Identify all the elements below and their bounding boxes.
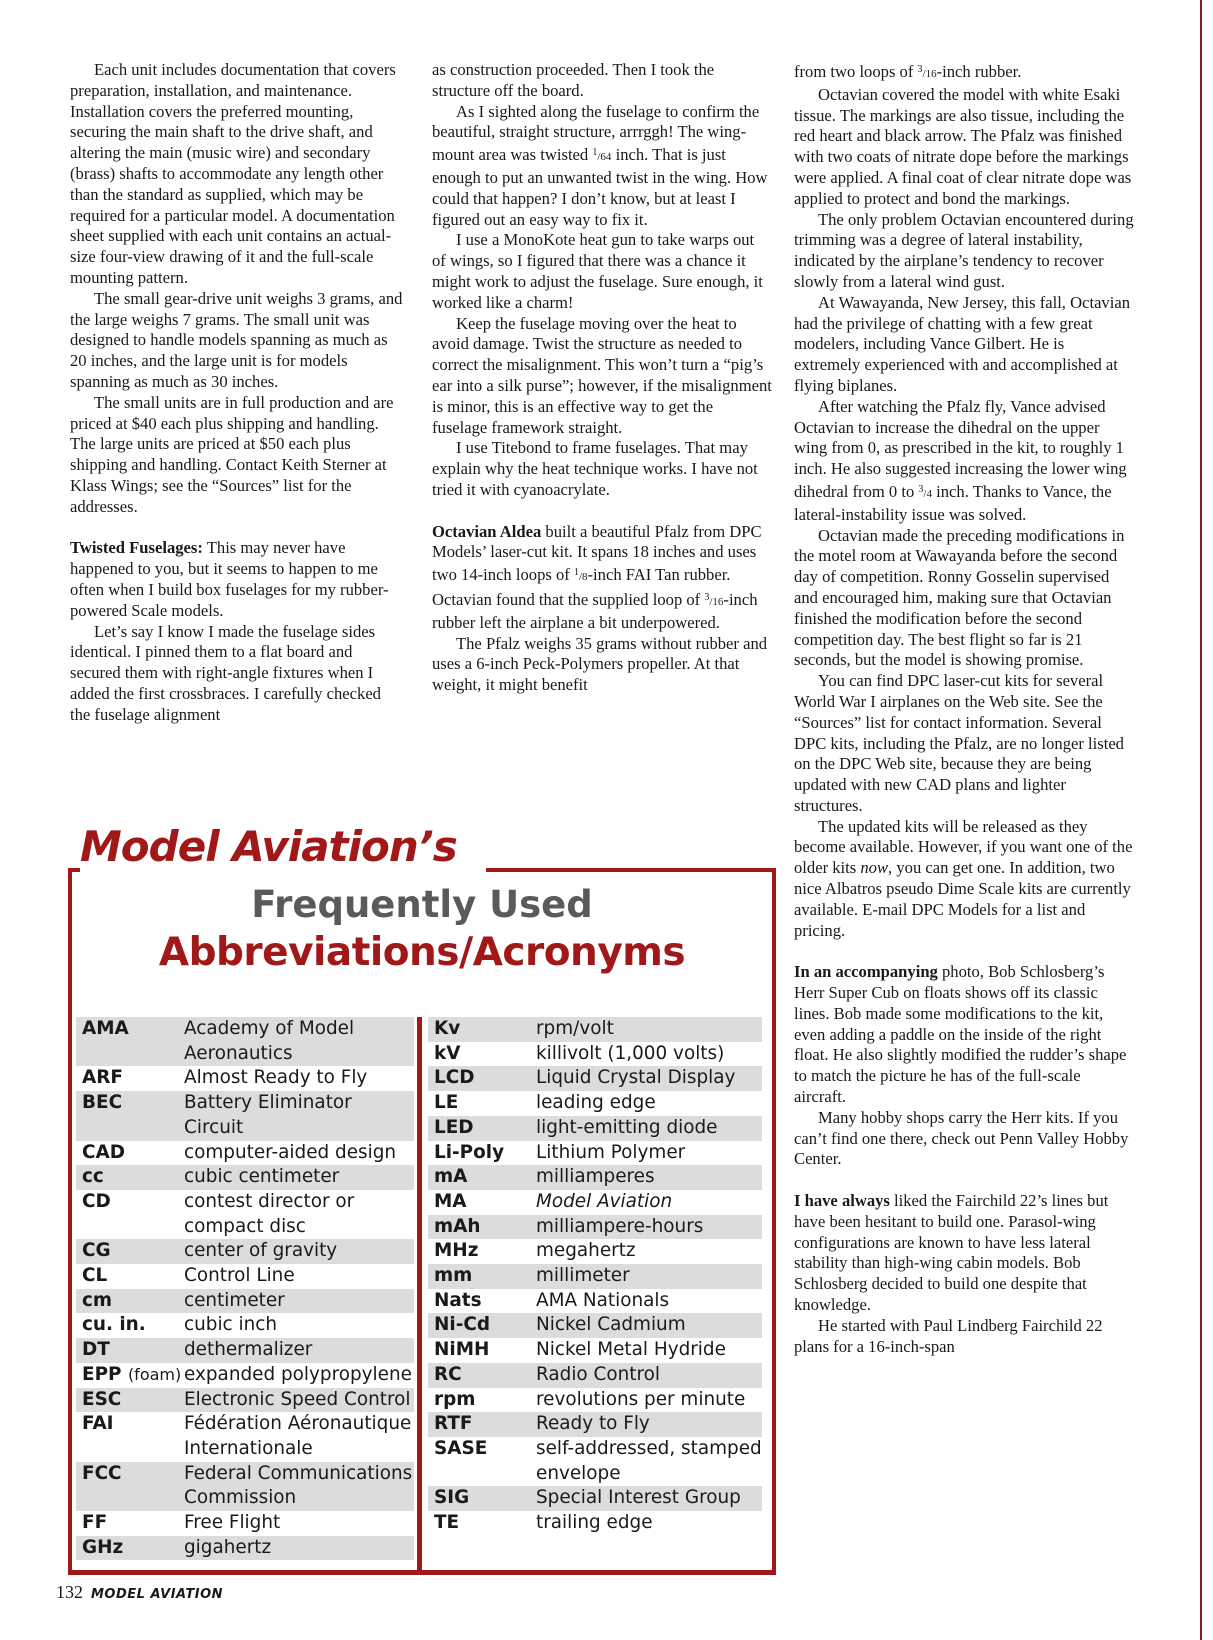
abbreviation-definition-line: millimeter <box>536 1265 630 1287</box>
abbreviation-term <box>76 1338 184 1363</box>
abbreviation-row <box>428 1141 762 1166</box>
abbreviation-row <box>428 1017 762 1042</box>
abbreviation-term <box>428 1437 536 1486</box>
abbreviation-term-text: DT <box>82 1339 110 1361</box>
abbreviation-row <box>76 1190 414 1239</box>
abbreviation-term <box>428 1338 536 1363</box>
abbreviation-term-text: Li-Poly <box>434 1141 505 1163</box>
abbreviation-row <box>428 1215 762 1240</box>
paragraph-text: As I sighted along the fuselage to confirm the beautiful, straight structure, arrrggh! The wing-mount area was twisted <box>432 101 760 165</box>
fraction-denominator: /16 <box>922 68 937 80</box>
abbreviation-definition <box>536 1437 762 1486</box>
section-lead: In an accompanying <box>794 962 938 982</box>
abbreviation-row <box>76 1165 414 1190</box>
paragraph: At Wawayanda, New Jersey, this fall, Octavian had the privilege of chatting with a few great modelers, including Vance Gilbert. He is extremely experienced with and accomplished at flying biplanes. <box>794 292 1130 395</box>
paragraph: The small units are in full production and are priced at $40 each plus shipping and handling. The large units are priced at $50 each plus shipping and handling. Contact Keith Sterner at Klass Wings; see the “Sources” list for the addresses. <box>70 392 394 516</box>
abbreviation-definition <box>536 1215 762 1240</box>
abbreviation-row <box>428 1091 762 1116</box>
paragraph: I use Titebond to frame fuselages. That may explain why the heat technique works. I have not tried it with cyanoacrylate. <box>432 438 758 499</box>
paragraph-text: -inch rubber. <box>936 62 1022 81</box>
abbreviation-row <box>76 1338 414 1363</box>
abbreviation-row <box>428 1066 762 1091</box>
abbreviation-definition-line: Aeronautics <box>184 1042 293 1064</box>
abbreviation-row <box>76 1066 414 1091</box>
abbreviation-row <box>76 1091 414 1140</box>
paragraph-text: After watching the Pfalz fly, Vance advised Octavian to increase the dihedral on the upper wing from 0, as prescribed in the kit, to roughly 1 inch. He also suggested increasing the lower wing dihedral from 0 to <box>794 396 1127 501</box>
abbreviation-term-text: MHz <box>434 1240 479 1262</box>
fraction <box>918 483 932 500</box>
abbreviation-definition-line: gigahertz <box>184 1536 272 1558</box>
abbreviation-row <box>428 1437 762 1486</box>
paragraph: The small gear-drive unit weighs 3 grams, and the large weighs 7 grams. The small unit was designed to handle models spanning as much as 20 inches, and the large unit is for models spanning as much as 30 inches. <box>70 288 403 391</box>
paragraph: He started with Paul Lindberg Fairchild 22 plans for a 16-inch-span <box>794 1315 1103 1356</box>
abbreviation-term-text: cm <box>82 1289 113 1311</box>
box-subtitle-2: Abbreviations/Acronyms <box>158 930 686 975</box>
abbreviation-term <box>428 1116 536 1141</box>
paragraph-text: from two loops of <box>794 62 918 81</box>
paragraph-text: -inch rubber left the airplane a bit underpowered. <box>432 589 758 632</box>
abbreviation-definition-line: contest director or <box>184 1190 355 1212</box>
abbreviation-definition-line: Liquid Crystal Display <box>536 1067 736 1089</box>
paragraph <box>794 60 1134 85</box>
abbreviation-term-note: (foam) <box>127 1364 182 1384</box>
box-top-rule-right <box>486 868 772 872</box>
section-lead: Twisted Fuselages: <box>70 538 203 558</box>
box-title: Model Aviation’s <box>80 822 457 871</box>
paragraph-text: inch. That is just enough to put an unwanted twist in the wing. How could that happen? I don’t know, but at least I figured out an easy way to fix it. <box>432 145 768 229</box>
abbreviation-term <box>428 1388 536 1413</box>
abbreviation-term <box>428 1042 536 1067</box>
abbreviation-term <box>76 1239 184 1264</box>
emphasis: now <box>860 858 889 878</box>
abbreviation-list-right <box>428 1017 762 1536</box>
abbreviation-definition <box>184 1066 414 1091</box>
abbreviation-term-text: CD <box>82 1190 111 1212</box>
fraction <box>592 147 612 164</box>
abbreviation-term <box>428 1363 536 1388</box>
abbreviation-term <box>76 1511 184 1536</box>
abbreviation-term-text: LE <box>434 1092 459 1114</box>
abbreviation-definition <box>536 1338 762 1363</box>
abbreviation-definition-line: Nickel Cadmium <box>536 1314 686 1336</box>
abbreviation-term-text: kV <box>434 1042 461 1064</box>
abbreviation-definition <box>536 1091 762 1116</box>
paragraph-accompanying-photo <box>794 962 1134 1108</box>
abbreviation-definition <box>184 1536 414 1561</box>
abbreviation-definition-line: light-emitting diode <box>536 1116 718 1138</box>
abbreviation-term-text: LCD <box>434 1067 475 1089</box>
abbreviation-row <box>428 1486 762 1511</box>
abbreviation-definition-line: megahertz <box>536 1240 636 1262</box>
abbreviation-row <box>76 1017 414 1066</box>
paragraph: Let’s say I know I made the fuselage sides identical. I pinned them to a flat board and secured them with right-angle fixtures when I added the first crossbraces. I carefully checked the fuselage alignment <box>70 621 381 724</box>
abbreviation-term <box>76 1313 184 1338</box>
paragraph-twisted-fuselages <box>70 538 403 621</box>
abbreviation-definition-line: Radio Control <box>536 1363 661 1385</box>
abbreviation-row <box>428 1165 762 1190</box>
abbreviation-definition <box>184 1388 414 1413</box>
abbreviation-row <box>76 1388 414 1413</box>
abbreviation-definition <box>184 1264 414 1289</box>
abbreviation-definition-line: AMA Nationals <box>536 1289 670 1311</box>
abbreviation-row <box>76 1462 414 1511</box>
abbreviation-row <box>76 1412 414 1461</box>
abbreviation-term-text: AMA <box>82 1018 129 1039</box>
abbreviation-term <box>76 1165 184 1190</box>
fraction-numerator: 1 <box>592 147 598 159</box>
abbreviation-definition <box>536 1066 762 1091</box>
abbreviation-definition-line: Commission <box>184 1487 297 1509</box>
abbreviation-definition-line: Control Line <box>184 1265 295 1287</box>
abbreviation-term <box>76 1388 184 1413</box>
abbreviation-definition <box>536 1412 762 1437</box>
box-subtitle-1: Frequently Used <box>251 883 593 926</box>
paragraph: as construction proceeded. Then I took the structure off the board. <box>432 60 715 100</box>
abbreviation-row <box>428 1412 762 1437</box>
abbreviation-term <box>76 1363 184 1388</box>
abbreviation-definition-line: killivolt (1,000 volts) <box>536 1042 725 1064</box>
abbreviation-definition-line: Ready to Fly <box>536 1413 650 1435</box>
abbreviation-row <box>76 1511 414 1536</box>
paragraph: I use a MonoKote heat gun to take warps out of wings, so I figured that there was a chance it might work to adjust the fuselage. Sure enough, it worked like a charm! <box>432 230 763 312</box>
box-top-rule-left <box>68 868 80 872</box>
paragraph <box>432 102 772 231</box>
abbreviation-definition <box>184 1091 414 1140</box>
paragraph: Keep the fuselage moving over the heat to avoid damage. Twist the structure as needed to correct the misalignment. This won’t turn a “pig’s ear into a silk purse”; however, if the misalignment is minor, this is an effective way to get the fuselage framework straight. <box>432 313 772 437</box>
abbreviation-term <box>76 1066 184 1091</box>
abbreviation-row <box>428 1239 762 1264</box>
abbreviation-definition <box>184 1412 414 1461</box>
abbreviation-definition <box>536 1388 762 1413</box>
abbreviation-term <box>428 1165 536 1190</box>
abbreviation-term <box>428 1141 536 1166</box>
paragraph: Octavian made the preceding modifications in the motel room at Wawayanda before the second day of competition. Ronny Gosselin supervised and encouraged him, making sure that Octavian finished the modification before the second competition day. The best flight so far is 21 seconds, but the model is showing promise. <box>794 525 1125 670</box>
abbreviation-definition-line: rpm/volt <box>536 1018 614 1039</box>
abbreviation-definition-line: Almost Ready to Fly <box>184 1067 368 1089</box>
abbreviation-definition-line: Model Aviation <box>536 1190 673 1212</box>
abbreviation-definition-line: dethermalizer <box>184 1339 313 1361</box>
paragraph: Many hobby shops carry the Herr kits. If you can’t find one there, check out Penn Valley Hobby Center. <box>794 1107 1129 1169</box>
abbreviation-term <box>428 1511 536 1536</box>
abbreviation-term-text: Ni-Cd <box>434 1314 490 1336</box>
abbreviation-definition-line: Federal Communications <box>184 1462 413 1484</box>
abbreviation-definition-line: Nickel Metal Hydride <box>536 1339 726 1361</box>
abbreviation-definition <box>536 1017 762 1042</box>
paragraph-text: -inch FAI Tan rubber. Octavian found that the supplied loop of <box>432 565 731 609</box>
abbreviation-term <box>76 1141 184 1166</box>
abbreviation-definition <box>184 1289 414 1314</box>
abbreviation-definition <box>536 1116 762 1141</box>
fraction-denominator: /4 <box>923 487 932 500</box>
abbreviation-row <box>428 1388 762 1413</box>
abbreviation-row <box>428 1289 762 1314</box>
abbreviation-term-text: mm <box>434 1265 473 1287</box>
page-footer <box>56 1582 223 1603</box>
paragraph-text: , you can get one. In addition, two nice Albatros pseudo Dime Scale kits are currently available. E-mail DPC Models for a list and pricing. <box>794 858 1131 940</box>
abbreviation-term-text: SASE <box>434 1437 488 1459</box>
paragraph: Octavian covered the model with white Esaki tissue. The markings are also tissue, including the red heart and black arrow. The Pfalz was finished with two coats of nitrate dope before the markings were applied. A final coat of clear nitrate dope was applied to protect and bond the markings. <box>794 84 1132 208</box>
paragraph: The Pfalz weighs 35 grams without rubber and uses a 6-inch Peck-Polymers propeller. At that weight, it might benefit <box>432 633 768 695</box>
abbreviation-definition-line: Lithium Polymer <box>536 1141 686 1163</box>
abbreviation-list-left <box>76 1017 414 1560</box>
abbreviation-row <box>428 1264 762 1289</box>
abbreviation-term-text: TE <box>434 1512 460 1534</box>
paragraph <box>794 397 1134 526</box>
abbreviation-term-text: SIG <box>434 1487 470 1509</box>
fraction-numerator: 3 <box>917 64 923 75</box>
abbreviation-term-text: CG <box>82 1240 111 1262</box>
abbreviation-term <box>428 1190 536 1215</box>
abbreviation-definition <box>184 1239 414 1264</box>
abbreviation-definition-line: compact disc <box>184 1215 306 1237</box>
abbreviation-term <box>76 1091 184 1140</box>
abbreviation-definition-line: Fédération Aéronautique <box>184 1413 412 1435</box>
paragraph: The only problem Octavian encountered during trimming was a degree of lateral instability, indicated by the airplane’s tendency to recover slowly from a lateral wind gust. <box>794 209 1134 291</box>
article-column-2 <box>432 60 772 696</box>
fraction <box>573 567 588 584</box>
abbreviation-definition <box>536 1042 762 1067</box>
fraction-numerator: 1 <box>573 567 579 579</box>
abbreviation-definition <box>536 1511 762 1536</box>
abbreviation-term-text: GHz <box>82 1536 124 1558</box>
magazine-name: MODEL AVIATION <box>91 1587 223 1602</box>
abbreviation-definition-line: Free Flight <box>184 1512 281 1534</box>
abbreviation-definition-line: Battery Eliminator Circuit <box>184 1092 352 1138</box>
abbreviation-term <box>428 1066 536 1091</box>
box-column-divider <box>417 1017 422 1570</box>
abbreviation-term <box>428 1017 536 1042</box>
abbreviation-term-text: FF <box>82 1512 108 1534</box>
abbreviation-term-text: FCC <box>82 1462 122 1484</box>
abbreviation-definition-line: trailing edge <box>536 1512 653 1534</box>
page-edge-rule <box>1200 0 1202 1640</box>
abbreviation-term <box>428 1289 536 1314</box>
paragraph: You can find DPC laser-cut kits for several World War I airplanes on the Web site. See the “Sources” list for contact information. Several DPC kits, including the Pfalz, are no longer listed on the DPC Web site, because they are being updated with new CAD plans and lighter structures. <box>794 671 1124 815</box>
abbreviation-term-text: ESC <box>82 1388 122 1410</box>
abbreviation-term <box>428 1091 536 1116</box>
abbreviation-definition <box>184 1141 414 1166</box>
abbreviation-term-text: RTF <box>434 1413 473 1435</box>
abbreviation-term-text: cu. in. <box>82 1314 146 1336</box>
abbreviation-definition-line: milliamperes <box>536 1166 655 1188</box>
abbreviation-term <box>76 1412 184 1461</box>
abbreviation-term-text: cc <box>82 1166 104 1188</box>
fraction-numerator: 3 <box>918 483 924 495</box>
abbreviation-term-text: CAD <box>82 1141 125 1163</box>
abbreviation-row <box>76 1363 414 1388</box>
abbreviation-definition <box>536 1165 762 1190</box>
abbreviation-definition-line: leading edge <box>536 1092 656 1114</box>
fraction <box>917 64 937 80</box>
abbreviation-row <box>428 1042 762 1067</box>
paragraph-text: The updated kits will be released as they become available. However, if you want one of the older kits <box>794 816 1133 878</box>
section-lead: I have always <box>794 1191 890 1211</box>
abbreviation-row <box>76 1264 414 1289</box>
abbreviation-term-text: mA <box>434 1166 468 1188</box>
abbreviation-term-text: Nats <box>434 1289 482 1311</box>
abbreviation-definition-line: Electronic Speed Control <box>184 1388 411 1410</box>
abbreviation-term-text: CL <box>82 1265 108 1287</box>
paragraph-text: inch. Thanks to Vance, the lateral-instability issue was solved. <box>794 481 1112 524</box>
abbreviation-definition <box>184 1511 414 1536</box>
abbreviation-term-text: rpm <box>434 1388 476 1410</box>
abbreviation-definition-line: revolutions per minute <box>536 1388 746 1410</box>
abbreviation-definition <box>536 1313 762 1338</box>
abbreviation-row <box>76 1313 414 1338</box>
abbreviation-definition-line: computer-aided design <box>184 1141 397 1163</box>
article-column-1 <box>70 60 403 726</box>
abbreviation-definition-line: milliampere-hours <box>536 1215 704 1237</box>
section-lead: Octavian Aldea <box>432 521 542 541</box>
paragraph <box>794 817 1134 942</box>
paragraph-text: liked the Fairchild 22’s lines but have been hesitant to build one. Parasol-wing configurations are known to have less lateral stability than high-wing cabin models. Bob Schlosberg decided to build one despite that knowledge. <box>794 1191 1109 1315</box>
abbreviation-definition <box>184 1462 414 1511</box>
paragraph: Each unit includes documentation that covers preparation, installation, and maintenance. Installation covers the preferred mounting, securing the main shaft to the drive shaft, and altering the main (music wire) and secondary (brass) shafts to accommodate any length other than the standard as supplied, which may be required for a particular model. A documentation sheet supplied with each unit contains an actual-size four-view drawing of it and the full-scale mounting pattern. <box>70 60 396 287</box>
abbreviation-definition-line: self-addressed, stamped <box>536 1437 762 1459</box>
abbreviation-term-text: MA <box>434 1190 467 1212</box>
abbreviation-row <box>428 1511 762 1536</box>
abbreviation-definition <box>184 1017 414 1066</box>
abbreviation-definition <box>184 1363 414 1388</box>
abbreviation-definition-line: Special Interest Group <box>536 1487 741 1509</box>
abbreviation-definition <box>184 1338 414 1363</box>
abbreviation-definition <box>536 1363 762 1388</box>
abbreviation-term-text: ARF <box>82 1067 123 1089</box>
paragraph-text: This may never have happened to you, but it seems to happen to me often when I build box fuselages for my rubber-powered Scale models. <box>70 538 389 620</box>
page-number: 132 <box>56 1582 83 1602</box>
fraction-denominator: /64 <box>597 151 612 164</box>
abbreviation-definition <box>184 1190 414 1239</box>
abbreviation-row <box>76 1141 414 1166</box>
abbreviation-definition-line: expanded polypropylene <box>184 1363 412 1385</box>
fraction-denominator: /8 <box>578 571 588 584</box>
abbreviation-term-text: BEC <box>82 1092 123 1114</box>
abbreviation-term-text: EPP <box>82 1363 122 1385</box>
abbreviation-term <box>428 1239 536 1264</box>
fraction <box>704 591 724 608</box>
abbreviation-definition-line: envelope <box>536 1462 621 1484</box>
abbreviation-definition <box>536 1239 762 1264</box>
abbreviation-term-text: mAh <box>434 1215 481 1237</box>
abbreviation-definition <box>536 1190 762 1215</box>
abbreviation-definition <box>184 1313 414 1338</box>
abbreviation-row <box>428 1338 762 1363</box>
abbreviation-term <box>76 1017 184 1066</box>
abbreviation-row <box>76 1289 414 1314</box>
abbreviation-definition-line: Academy of Model <box>184 1018 355 1039</box>
abbreviation-definition-line: centimeter <box>184 1289 285 1311</box>
abbreviation-term-text: Kv <box>434 1018 461 1039</box>
abbreviation-term <box>76 1264 184 1289</box>
abbreviation-term-text: RC <box>434 1363 462 1385</box>
abbreviation-term-text: FAI <box>82 1413 114 1435</box>
abbreviation-row <box>76 1239 414 1264</box>
fraction-numerator: 3 <box>704 591 710 603</box>
paragraph-octavian <box>432 522 772 634</box>
abbreviation-term <box>428 1412 536 1437</box>
abbreviation-definition-line: Internationale <box>184 1437 313 1459</box>
abbreviation-term <box>428 1313 536 1338</box>
abbreviation-term <box>76 1289 184 1314</box>
abbreviation-definition <box>536 1264 762 1289</box>
abbreviation-term <box>428 1264 536 1289</box>
abbreviation-term <box>428 1486 536 1511</box>
abbreviation-row <box>428 1363 762 1388</box>
abbreviation-row <box>428 1190 762 1215</box>
fraction-denominator: /16 <box>709 595 724 608</box>
abbreviation-term <box>76 1190 184 1239</box>
paragraph-fairchild <box>794 1191 1134 1316</box>
abbreviation-definition <box>536 1141 762 1166</box>
abbreviation-row <box>428 1313 762 1338</box>
abbreviation-term <box>76 1536 184 1561</box>
paragraph-text: built a beautiful Pfalz from DPC Models’ laser-cut kit. It spans 18 inches and uses two 14-inch loops of <box>432 521 762 585</box>
abbreviation-definition-line: center of gravity <box>184 1240 338 1262</box>
abbreviation-term <box>428 1215 536 1240</box>
abbreviation-term-text: NiMH <box>434 1339 490 1361</box>
abbreviation-definition <box>536 1289 762 1314</box>
abbreviation-row <box>76 1536 414 1561</box>
abbreviation-definition <box>184 1165 414 1190</box>
abbreviation-term-text: LED <box>434 1116 474 1138</box>
abbreviation-definition-line: cubic centimeter <box>184 1166 340 1188</box>
paragraph-text: photo, Bob Schlosberg’s Herr Super Cub on floats shows off its classic lines. Bob made some modifications to the kit, even adding a paddle on the inside of the right float. He also slightly modified the rudder’s shape to match the picture he has of the full-scale aircraft. <box>794 962 1127 1107</box>
abbreviation-row <box>428 1116 762 1141</box>
abbreviation-definition-line: cubic inch <box>184 1314 278 1336</box>
abbreviation-term <box>76 1462 184 1511</box>
abbreviation-definition <box>536 1486 762 1511</box>
article-column-3 <box>794 60 1134 1357</box>
